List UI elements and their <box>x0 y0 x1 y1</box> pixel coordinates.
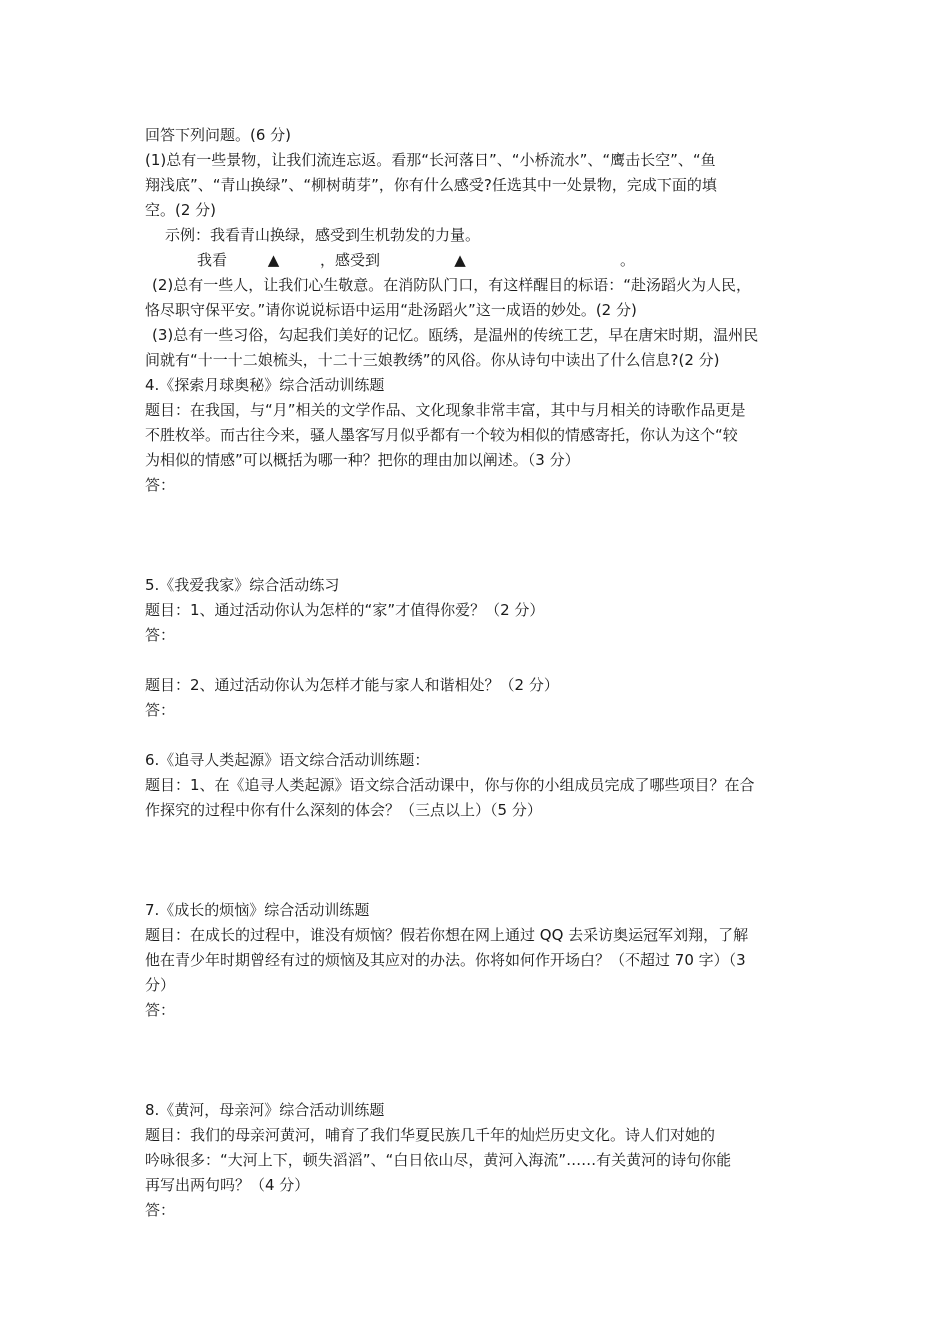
text-line: (3)总有一些习俗，勾起我们美好的记忆。瓯绣，是温州的传统工艺，早在唐宋时期，温州民 <box>152 326 759 344</box>
answer-label: 答： <box>145 1001 176 1019</box>
intro-block <box>145 123 810 373</box>
fill-in-line <box>145 248 810 273</box>
blank-marker[interactable]: ▲ <box>454 251 466 269</box>
fill-text: 。 <box>620 251 636 269</box>
text-line: 题目：我们的母亲河黄河，哺育了我们华夏民族几千年的灿烂历史文化。诗人们对她的 <box>145 1126 716 1144</box>
text-line: 题目：1、通过活动你认为怎样的“家”才值得你爱？（2 分） <box>145 601 545 619</box>
blank-marker[interactable]: ▲ <box>267 251 280 269</box>
text-line: 为相似的情感”可以概括为哪一种？把你的理由加以阐述。（3 分） <box>145 451 580 469</box>
text-line: 题目：2、通过活动你认为怎样才能与家人和谐相处？（2 分） <box>145 676 559 694</box>
answer-label: 答： <box>145 1201 176 1219</box>
answer-label: 答： <box>145 476 176 494</box>
section-heading: 6.《追寻人类起源》语文综合活动训练题： <box>145 751 430 769</box>
text-line: 吟咏很多：“大河上下，顿失滔滔”、“白日依山尽，黄河入海流”……有关黄河的诗句你能 <box>145 1151 732 1169</box>
section-4 <box>145 373 810 498</box>
section-7 <box>145 898 810 1023</box>
fill-text: ，感受到 <box>320 251 381 269</box>
section-heading: 4.《探索月球奥秘》综合活动训练题 <box>145 376 385 394</box>
text-line: 他在青少年时期曾经有过的烦恼及其应对的办法。你将如何作开场白？（不超过 70 字）（3 <box>145 951 746 969</box>
section-heading: 8.《黄河，母亲河》综合活动训练题 <box>145 1101 385 1119</box>
answer-label: 答： <box>145 701 176 719</box>
fill-text: 我看 <box>197 251 228 269</box>
text-line: (2)总有一些人，让我们心生敬意。在消防队门口，有这样醒目的标语：“赴汤蹈火为人民， <box>152 276 752 294</box>
answer-label: 答： <box>145 626 176 644</box>
text-line: 间就有“十一十二娘梳头，十二十三娘教绣”的风俗。你从诗句中读出了什么信息?(2 分) <box>145 351 720 369</box>
document-page <box>145 123 810 1223</box>
example-line: 示例：我看青山换绿，感受到生机勃发的力量。 <box>165 226 481 244</box>
text-line: 题目：在我国，与“月”相关的文学作品、文化现象非常丰富，其中与月相关的诗歌作品更是 <box>145 401 746 419</box>
text-line: (1)总有一些景物，让我们流连忘返。看那“长河落日”、“小桥流水”、“鹰击长空”、“鱼 <box>145 151 716 169</box>
text-line: 不胜枚举。而古往今来，骚人墨客写月似乎都有一个较为相似的情感寄托，你认为这个“较 <box>145 426 738 444</box>
section-5 <box>145 573 810 723</box>
text-line: 翔浅底”、“青山换绿”、“柳树萌芽”，你有什么感受?任选其中一处景物，完成下面的填 <box>145 176 717 194</box>
section-8 <box>145 1098 810 1223</box>
section-heading: 7.《成长的烦恼》综合活动训练题 <box>145 901 370 919</box>
text-line: 回答下列问题。(6 分) <box>145 126 292 144</box>
text-line: 作探究的过程中你有什么深刻的体会？（三点以上）（5 分） <box>145 801 542 819</box>
section-heading: 5.《我爱我家》综合活动练习 <box>145 576 340 594</box>
text-line: 恪尽职守保平安。”请你说说标语中运用“赴汤蹈火”这一成语的妙处。(2 分) <box>145 301 637 319</box>
text-line: 题目：在成长的过程中，谁没有烦恼？假若你想在网上通过 QQ 去采访奥运冠军刘翔，了解 <box>145 926 749 944</box>
text-line: 题目：1、在《追寻人类起源》语文综合活动课中，你与你的小组成员完成了哪些项目？在合 <box>145 776 755 794</box>
text-line: 再写出两句吗？（4 分） <box>145 1176 310 1194</box>
text-line: 分） <box>145 976 176 994</box>
section-6 <box>145 748 810 823</box>
text-line: 空。(2 分) <box>145 201 217 219</box>
